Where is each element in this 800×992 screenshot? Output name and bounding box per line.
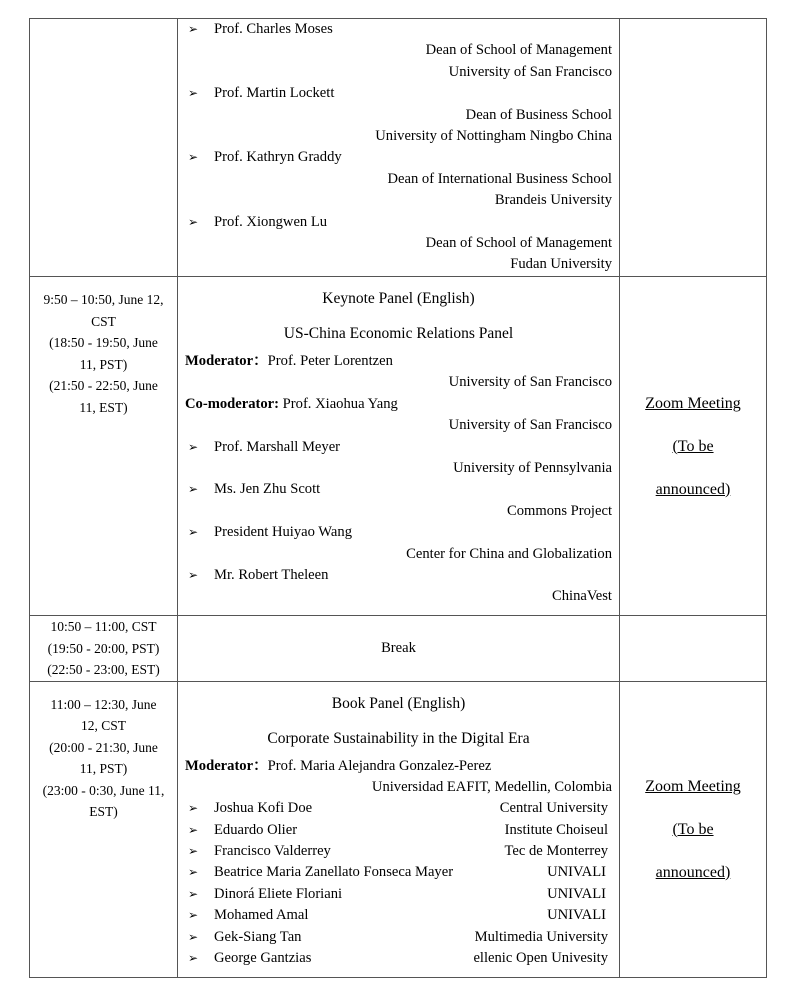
arrow-bullet-icon: ➢ <box>188 929 199 944</box>
details-cell: Book Panel (English) Corporate Sustainability in the Digital Era Moderator：Prof. Maria Alejandra Gonzalez-Perez Universidad EAFIT, Medellin, Colombia ➢ Joshua Kofi Doe Central University ➢ Eduardo Olier Institute Choiseul ➢ Francisco Valderrey Tec de Monterrey ➢ Beatrice Maria Zanellato Fonseca Mayer UNIVALI ➢ Dinorá Eliete Floriani UNIVALI ➢ Mohamed Amal UNIVALI ➢ Gek-Siang Tan Multimedia University ➢ George Gantzias ellenic Open Univesity <box>178 681 620 977</box>
schedule-table <box>29 18 767 978</box>
schedule-row-break <box>30 616 767 682</box>
arrow-bullet-icon: ➢ <box>188 525 199 540</box>
speaker-item: ➢ Prof. Xiongwen Lu <box>185 212 612 233</box>
schedule-row-book-panel <box>30 681 767 977</box>
arrow-bullet-icon: ➢ <box>188 822 199 837</box>
arrow-bullet-icon: ➢ <box>188 801 199 816</box>
details-cell: ➢ Prof. Charles Moses Dean of School of Management University of San Francisco ➢ Prof. Martin Lockett Dean of Business School University of Nottingham Ningbo China ➢ Prof. Kathryn Graddy Dean of International Business School Brandeis University ➢ Prof. Xiongwen Lu Dean of School of Management Fudan University <box>178 19 620 277</box>
arrow-bullet-icon: ➢ <box>188 886 199 901</box>
time-cell: 11:00 – 12:30, June 12, CST (20:00 - 21:30, June 11, PST) (23:00 - 0:30, June 11, EST) <box>30 681 178 977</box>
arrow-bullet-icon: ➢ <box>188 567 199 582</box>
speaker-item: ➢ President Huiyao Wang <box>185 522 612 543</box>
panel-title: Book Panel (English) <box>331 694 466 712</box>
location-cell <box>620 616 767 682</box>
speaker-item: ➢ Prof. Martin Lockett <box>185 83 612 104</box>
speaker-item: ➢ Joshua Kofi Doe Central University <box>185 798 612 819</box>
panel-subtitle: US-China Economic Relations Panel <box>283 325 514 342</box>
speaker-item: ➢ Beatrice Maria Zanellato Fonseca Mayer UNIVALI <box>185 862 612 883</box>
break-label: Break <box>178 616 620 682</box>
speaker-item: ➢ Eduardo Olier Institute Choiseul <box>185 820 612 841</box>
arrow-bullet-icon: ➢ <box>188 951 199 966</box>
zoom-meeting-link[interactable]: Zoom Meeting (To be announced) <box>620 681 767 977</box>
arrow-bullet-icon: ➢ <box>188 908 199 923</box>
arrow-bullet-icon: ➢ <box>188 439 199 454</box>
arrow-bullet-icon: ➢ <box>188 150 199 165</box>
speaker-item: ➢ Prof. Marshall Meyer <box>185 437 612 458</box>
schedule-row-keynote <box>30 277 767 616</box>
panel-subtitle: Corporate Sustainability in the Digital Era <box>267 729 530 747</box>
speaker-item: ➢ Prof. Kathryn Graddy <box>185 147 612 168</box>
location-cell <box>620 19 767 277</box>
speaker-item: ➢ Mr. Robert Theleen <box>185 565 612 586</box>
zoom-meeting-link[interactable]: Zoom Meeting (To be announced) <box>620 277 767 616</box>
speaker-item: ➢ Ms. Jen Zhu Scott <box>185 479 612 500</box>
speaker-item: ➢ Mohamed Amal UNIVALI <box>185 905 612 926</box>
arrow-bullet-icon: ➢ <box>188 844 199 859</box>
time-cell: 9:50 – 10:50, June 12, CST (18:50 - 19:50, June 11, PST) (21:50 - 22:50, June 11, EST) <box>30 277 178 616</box>
speaker-item: ➢ Francisco Valderrey Tec de Monterrey <box>185 841 612 862</box>
schedule-row-deans <box>30 19 767 277</box>
arrow-bullet-icon: ➢ <box>188 214 199 229</box>
arrow-bullet-icon: ➢ <box>188 865 199 880</box>
speaker-item: ➢ Dinorá Eliete Floriani UNIVALI <box>185 884 612 905</box>
moderator-line: Moderator：Prof. Maria Alejandra Gonzalez-Perez <box>185 757 492 774</box>
speaker-item: ➢ Gek-Siang Tan Multimedia University <box>185 927 612 948</box>
arrow-bullet-icon: ➢ <box>188 86 199 101</box>
comoderator-line: Co-moderator: Prof. Xiaohua Yang <box>185 395 398 412</box>
speaker-item: ➢ Prof. Charles Moses <box>185 19 612 40</box>
panel-title: Keynote Panel (English) <box>322 290 475 307</box>
details-cell: Keynote Panel (English) US-China Economic Relations Panel Moderator：Prof. Peter Lorentzen University of San Francisco Co-moderator: Prof. Xiaohua Yang University of San Francisco ➢ Prof. Marshall Meyer University of Pennsylvania ➢ Ms. Jen Zhu Scott Commons Project ➢ President Huiyao Wang Center for China and Globalization ➢ Mr. Robert Theleen ChinaVest <box>178 277 620 616</box>
arrow-bullet-icon: ➢ <box>188 22 199 36</box>
arrow-bullet-icon: ➢ <box>188 482 199 497</box>
time-cell <box>30 19 178 277</box>
time-cell: 10:50 – 11:00, CST (19:50 - 20:00, PST) (22:50 - 23:00, EST) <box>30 616 178 682</box>
speaker-item: ➢ George Gantzias ellenic Open Univesity <box>185 948 612 969</box>
moderator-line: Moderator：Prof. Peter Lorentzen <box>185 353 393 369</box>
